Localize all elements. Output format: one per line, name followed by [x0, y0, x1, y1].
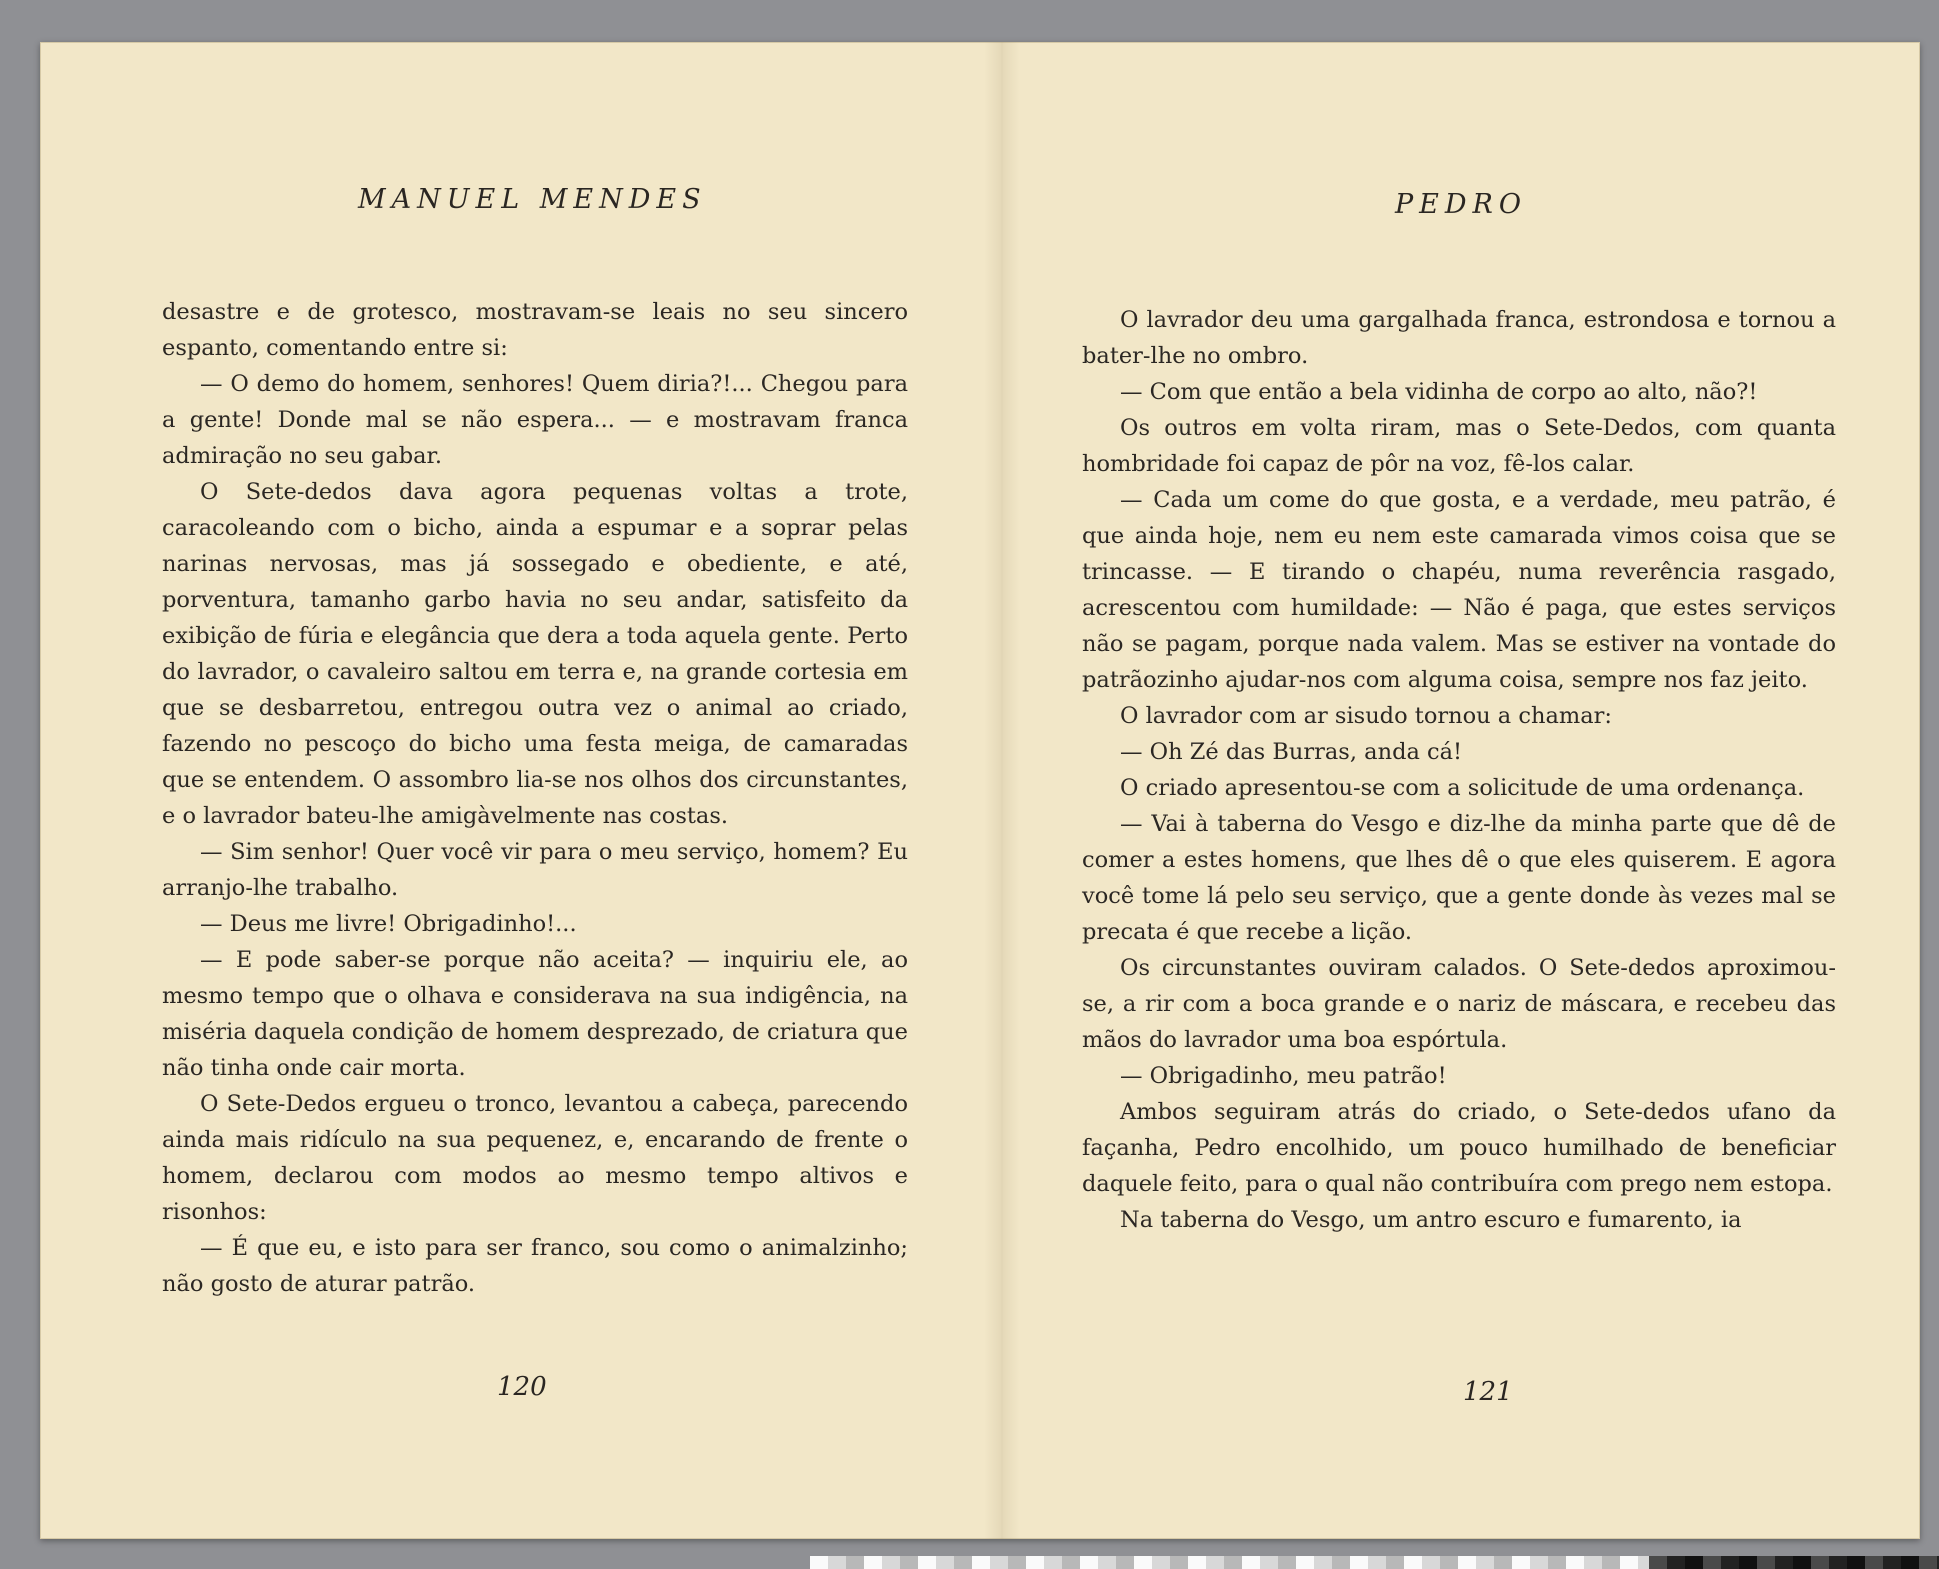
left-text-block — [162, 294, 908, 1302]
paragraph: — Obrigadinho, meu patrão! — [1120, 1063, 1447, 1089]
right-running-head: PEDRO — [1395, 189, 1527, 220]
scan-color-calibration-strip — [810, 1556, 1939, 1569]
paragraph: O Sete-Dedos ergueu o tronco, levantou a cabeça, parecendo ainda mais ridículo na sua pequenez, e, encarando de frente o homem, declarou com modos ao mesmo tempo altivos e risonhos: — [162, 1091, 908, 1225]
paragraph: — Cada um come do que gosta, e a verdade, meu patrão, é que ainda hoje, nem eu nem este camarada vimos coisa que se trincasse. — E tirando o chapéu, numa reverência rasgado, acrescentou com humildade: — Não é paga, que estes serviços não se pagam, porque nada valem. Mas se estiver na vontade do patrãozinho ajudar-nos com alguma coisa, sempre nos faz jeito. — [1082, 487, 1836, 693]
left-running-head: MANUEL MENDES — [358, 184, 707, 215]
paragraph: — O demo do homem, senhores! Quem diria?!... Chegou para a gente! Donde mal se não espera... — e mostravam franca admiração no seu gabar. — [162, 371, 908, 469]
paragraph: — É que eu, e isto para ser franco, sou como o animalzinho; não gosto de aturar patrão. — [162, 1235, 908, 1297]
paragraph: O lavrador deu uma gargalhada franca, estrondosa e tornou a bater-lhe no ombro. — [1082, 307, 1836, 369]
paragraph: desastre e de grotesco, mostravam-se leais no seu sincero espanto, comentando entre si: — [162, 299, 908, 361]
paragraph: — Vai à taberna do Vesgo e diz-lhe da minha parte que dê de comer a estes homens, que lhes dê o que eles quiserem. E agora você tome lá pelo seu serviço, que a gente donde às vezes mal se precata é que recebe a lição. — [1082, 811, 1836, 945]
paragraph: — Deus me livre! Obrigadinho!... — [200, 911, 577, 937]
paragraph: O criado apresentou-se com a solicitude de uma ordenança. — [1120, 775, 1805, 801]
left-page — [40, 42, 1000, 1539]
paragraph: Os outros em volta riram, mas o Sete-Dedos, com quanta hombridade foi capaz de pôr na voz, fê-los calar. — [1082, 415, 1836, 477]
paragraph: Na taberna do Vesgo, um antro escuro e fumarento, ia — [1120, 1207, 1742, 1233]
book-spread — [40, 42, 1920, 1539]
right-text-block — [1082, 302, 1836, 1238]
right-page-number: 121 — [1463, 1377, 1513, 1407]
paragraph: — Oh Zé das Burras, anda cá! — [1120, 739, 1463, 765]
paragraph: — E pode saber-se porque não aceita? — inquiriu ele, ao mesmo tempo que o olhava e considerava na sua indigência, na miséria daquela condição de homem desprezado, de criatura que não tinha onde cair morta. — [162, 947, 908, 1081]
paragraph: O Sete-dedos dava agora pequenas voltas a trote, caracoleando com o bicho, ainda a espumar e a soprar pelas narinas nervosas, mas já sossegado e obediente, e até, porventura, tamanho garbo havia no seu andar, satisfeito da exibição de fúria e elegância que dera a toda aquela gente. Perto do lavrador, o cavaleiro saltou em terra e, na grande cortesia em que se desbarretou, entregou outra vez o animal ao criado, fazendo no pescoço do bicho uma festa meiga, de camaradas que se entendem. O assombro lia-se nos olhos dos circunstantes, e o lavrador bateu-lhe amigàvelmente nas costas. — [162, 479, 908, 829]
paragraph: — Com que então a bela vidinha de corpo ao alto, não?! — [1120, 379, 1758, 405]
right-page — [1000, 42, 1920, 1539]
paragraph: O lavrador com ar sisudo tornou a chamar: — [1120, 703, 1612, 729]
paragraph: — Sim senhor! Quer você vir para o meu serviço, homem? Eu arranjo-lhe trabalho. — [162, 839, 908, 901]
calibration-strip-dark-segment — [1649, 1556, 1939, 1569]
left-page-number: 120 — [497, 1372, 547, 1402]
paragraph: Os circunstantes ouviram calados. O Sete-dedos aproximou-se, a rir com a boca grande e o nariz de máscara, e recebeu das mãos do lavrador uma boa espórtula. — [1082, 955, 1836, 1053]
paragraph: Ambos seguiram atrás do criado, o Sete-dedos ufano da façanha, Pedro encolhido, um pouco humilhado de beneficiar daquele feito, para o qual não contribuíra com prego nem estopa. — [1082, 1099, 1836, 1197]
